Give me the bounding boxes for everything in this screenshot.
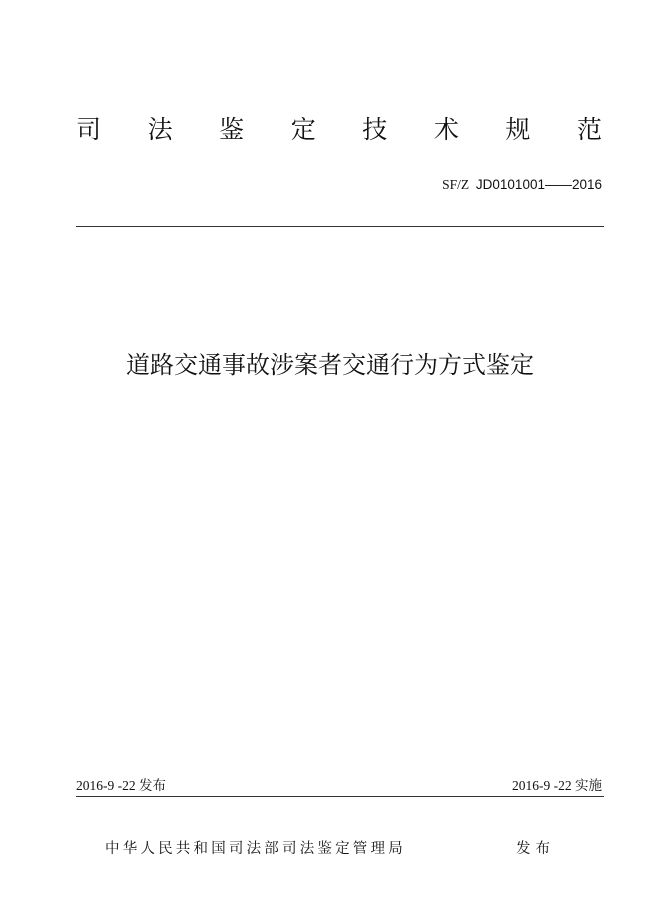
category-char: 鉴: [219, 115, 245, 144]
category-char: 定: [290, 115, 316, 144]
document-title: 道路交通事故涉案者交通行为方式鉴定: [126, 351, 534, 379]
category-char: 规: [505, 115, 531, 144]
category-char: 司: [76, 115, 102, 144]
standard-code-prefix: SF/Z: [442, 177, 470, 192]
category-char: 法: [147, 115, 173, 144]
top-divider: [76, 226, 604, 227]
document-category: [76, 114, 602, 146]
category-char: 范: [576, 115, 602, 144]
category-char: 技: [362, 115, 388, 144]
issue-date: 2016-9 -22 发布: [76, 778, 166, 793]
implementation-date: 2016-9 -22 实施: [512, 778, 602, 793]
publish-label: 发布: [516, 841, 555, 857]
standard-code-number: JD0101001——2016: [475, 177, 602, 192]
publisher: 中华人民共和国司法部司法鉴定管理局: [105, 841, 406, 857]
category-char: 术: [433, 115, 459, 144]
standard-code: [442, 176, 602, 194]
bottom-divider: [76, 796, 604, 797]
